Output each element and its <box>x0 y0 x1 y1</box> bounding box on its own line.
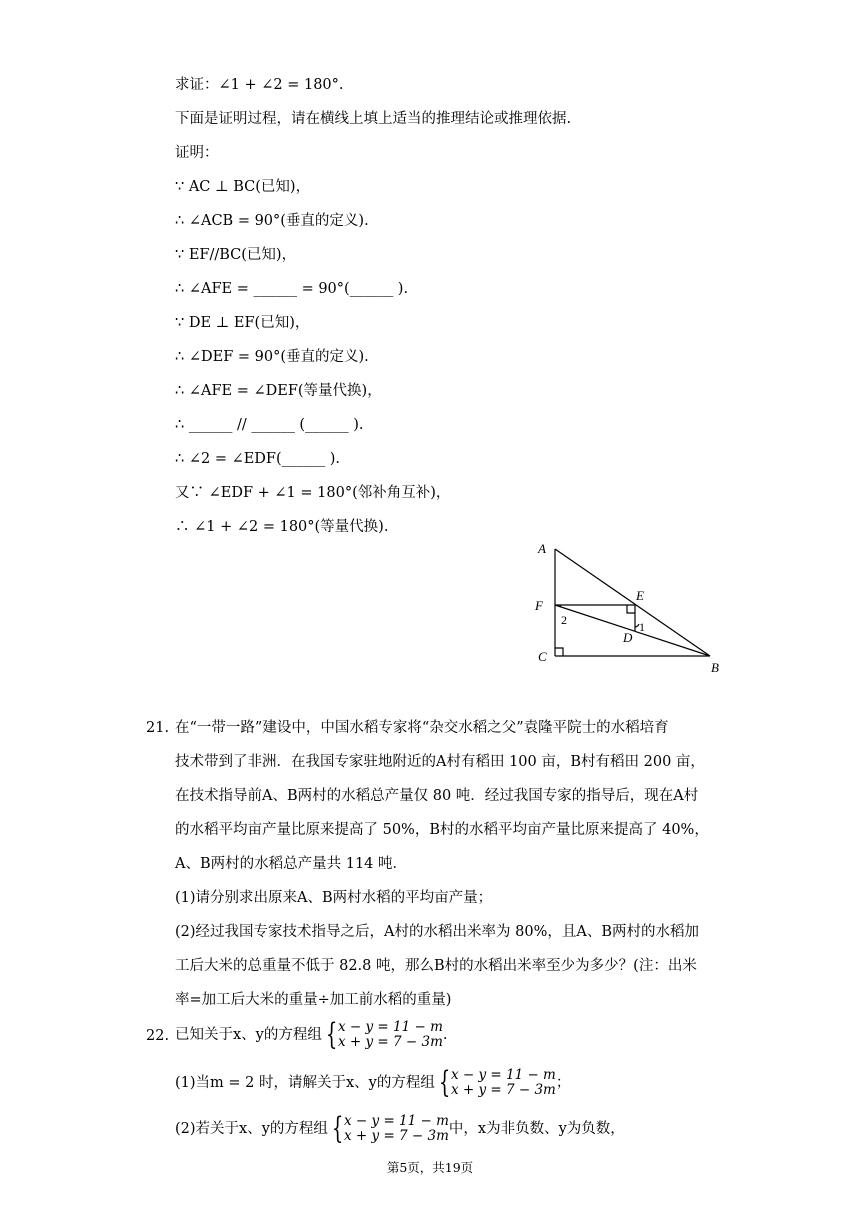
label-d: D <box>623 630 633 645</box>
text-prefix: (1)当m = 2 时，请解关于x、y的方程组 <box>175 1075 435 1091</box>
proof-line: ∵ DE ⊥ EF(已知)， <box>175 315 310 331</box>
question-line <box>175 1018 447 1052</box>
proof-line: ∴ ∠1 + ∠2 = 180°(等量代换). <box>175 519 389 535</box>
label-f: F <box>535 598 543 613</box>
label-a: A <box>538 541 546 556</box>
proof-line: ∴ ∠DEF = 90°(垂直的定义). <box>175 349 369 365</box>
question-line <box>175 1112 625 1146</box>
proof-line: 证明： <box>175 145 219 161</box>
question-line: (1)请分别求出原来A、B两村水稻的平均亩产量； <box>175 890 493 906</box>
question-line: 的水稻平均亩产量比原来提高了 50%，B村的水稻平均亩产量比原来提高了 40%， <box>175 822 709 838</box>
segment-ab <box>555 549 710 656</box>
equation: x − y = 11 − m <box>450 1067 556 1083</box>
proof-line: ∴ ______ // ______ (______ ). <box>175 417 364 433</box>
proof-line: ∴ ∠AFE = ∠DEF(等量代换)， <box>175 383 382 399</box>
question-line: 在“一带一路”建设中，中国水稻专家将“杂交水稻之父”袁隆平院士的水稻培育 <box>175 720 669 736</box>
right-angle-mark-c <box>555 648 563 656</box>
question-line: 工后大米的总重量不低于 82.8 吨，那么B村的水稻出米率至少为多少？(注：出米 <box>175 958 697 974</box>
label-b: B <box>711 660 719 675</box>
label-e: E <box>636 588 644 603</box>
text-suffix: . <box>442 1027 448 1043</box>
question-line: 技术带到了非洲．在我国专家驻地附近的A村有稻田 100 亩，B村有稻田 200 亩， <box>175 754 705 770</box>
question-line: (2)经过我国专家技术指导之后，A村的水稻出米率为 80%，且A、B两村的水稻加 <box>175 924 699 940</box>
equation: x − y = 11 − m <box>344 1113 449 1129</box>
equation: x + y = 7 − 3m <box>344 1128 449 1144</box>
equation: x − y = 11 − m <box>337 1019 443 1035</box>
question-line: 率=加工后大米的重量÷加工前水稻的重量) <box>175 992 452 1008</box>
text-prefix: (2)若关于x、y的方程组 <box>175 1121 328 1137</box>
question-line: A、B两村的水稻总产量共 114 吨． <box>175 856 408 872</box>
question-number: 21. <box>146 720 170 736</box>
proof-line: ∴ ∠ACB = 90°(垂直的定义). <box>175 213 369 229</box>
question-number: 22. <box>146 1028 170 1044</box>
equation-system <box>344 1114 449 1144</box>
label-angle-2: 2 <box>561 613 567 627</box>
proof-line: ∴ ∠2 = ∠EDF(______ ). <box>175 451 341 467</box>
proof-line: 下面是证明过程，请在横线上填上适当的推理结论或推理依据. <box>175 111 572 127</box>
equation: x + y = 7 − 3m <box>450 1082 556 1098</box>
text-prefix: 已知关于x、y的方程组 <box>175 1027 322 1043</box>
proof-line: 求证：∠1 + ∠2 = 180°. <box>175 77 344 93</box>
label-angle-1: 1 <box>639 620 645 634</box>
brace-icon: { <box>438 1065 451 1100</box>
question-line: 在技术指导前A、B两村的水稻总产量仅 80 吨．经过我国专家的指导后，现在A村 <box>175 788 699 804</box>
page-footer: 第5页，共19页 <box>386 1160 474 1175</box>
label-c: C <box>538 649 547 664</box>
text-suffix: 中，x为非负数、y为负数， <box>448 1121 625 1137</box>
equation: x + y = 7 − 3m <box>337 1034 443 1050</box>
geometry-figure <box>525 535 735 685</box>
proof-line: ∴ ∠AFE = ______ = 90°(______ ). <box>175 281 409 297</box>
proof-line: ∵ EF//BC(已知)， <box>175 247 297 263</box>
angle-mark-2 <box>560 605 561 607</box>
brace-icon: { <box>331 1111 344 1146</box>
proof-line: 又∵ ∠EDF + ∠1 = 180°(邻补角互补)， <box>175 485 451 501</box>
brace-icon: { <box>325 1017 338 1052</box>
equation-system <box>451 1068 556 1098</box>
proof-line: ∵ AC ⊥ BC(已知)， <box>175 179 311 195</box>
equation-system <box>338 1020 443 1050</box>
question-line <box>175 1066 570 1100</box>
text-suffix: ； <box>555 1075 571 1091</box>
right-angle-mark-e <box>627 605 635 613</box>
